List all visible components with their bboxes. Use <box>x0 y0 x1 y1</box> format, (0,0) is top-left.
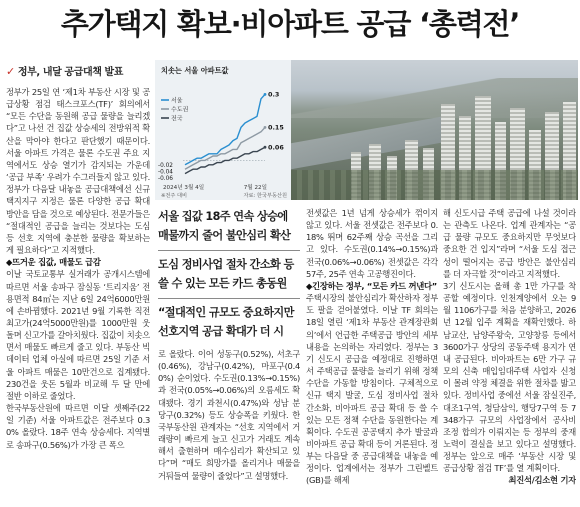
legend-label-2: 전국 <box>171 115 183 123</box>
subhead-2: 도심 정비사업 절차 간소화 등 쓸 수 있는 모든 카드 총동원 <box>158 258 294 290</box>
price-chart-svg <box>155 60 291 200</box>
series-start-label-2: -0.06 <box>158 176 173 182</box>
series-start-label-0: -0.02 <box>158 163 173 169</box>
legend-label-1: 수도권 <box>171 106 189 114</box>
paragraph: 3기 신도시는 올해 총 1만 가구를 착공할 예정이다. 인천계양에서 오는 9월 1106가구를 처음 분양하고, 2026년 12월 입주 계획을 재확인했다. 하남교산, 남양주왕숙, 고양창릉 등에서 3600가구 상당의 공동주택 용지가 연내 공급된다. 비아파트는 6만 가구 규모의 신축 매입임대주택 사업자 신청이 몰려 약정 체결을 위한 절차를 밟고 있다. 정비사업 중에선 서울 잠실진주, 대조1구역, 청담삼익, 행당7구역 등 7348가구 규모의 사업장에서 공사비 조정 합의가 이뤄지는 등 정부의 중재 노력이 결실을 보고 있다고 설명했다. 정부는 앞으로 매주 ‘부동산 시장 및 공급상황 점검 TF’를 열 계획이다. <box>443 280 576 474</box>
section-subhead: ◆긴장하는 정부, “모든 카드 꺼낸다” <box>306 280 437 291</box>
divider <box>158 250 300 251</box>
series-end-point-0 <box>264 93 267 96</box>
paragraph: 전셋값은 1년 넘게 상승세가 꺾이지 않고 있다. 서울 전셋값은 전주보다 0.18% 뛰며 62주째 상승 곡선을 그리고 있다. 수도권(0.14%→0.15%)과 전국(0.06%→0.06%) 전셋값은 각각 57주, 25주 연속 고공행진이다. <box>306 208 438 279</box>
series-line-1 <box>185 127 265 169</box>
series-end-point-1 <box>264 126 267 129</box>
paragraph: 한국부동산원에 따르면 이달 셋째주(22일 기준) 서울 아파트값은 전주보다 0.30% 올랐다. 18주 연속 상승세다. 지역별로 송파구(0.56%)가 가장 큰 폭으 <box>6 403 150 450</box>
x-tick-label-start: 2024년 3월 4일 <box>163 185 205 191</box>
article-column-3 <box>306 207 438 505</box>
chart-legend <box>161 97 189 123</box>
city-aerial-photo <box>291 60 578 200</box>
price-chart <box>155 60 291 200</box>
x-tick-label-end: 7월 22일 <box>243 185 267 191</box>
series-end-label-1: 0.15 <box>268 123 284 132</box>
article-column-4 <box>443 207 576 505</box>
series-start-label-1: -0.04 <box>158 169 173 176</box>
series-end-label-0: 0.3 <box>268 90 280 99</box>
subhead-1: 서울 집값 18주 연속 상승에 매물까지 줄어 불안심리 확산 <box>158 210 291 242</box>
check-icon: ✓ <box>6 65 15 78</box>
chart-note: ※전주 대비 <box>161 193 188 199</box>
byline: 최진석/김소현 기자 <box>508 475 576 486</box>
article-column-1 <box>6 86 150 505</box>
paragraph: 이날 국토교통부 실거래가 공개시스템에 따르면 서울 송파구 잠실동 ‘트리지움’ 전용면적 84㎡는 지난 6일 24억6000만원에 손바뀜했다. 2021년 9월 기록한 직전 최고가(24억5000만원)를 1000만원 웃돌며 신고가를 갈아치웠다. 집값이 치솟으면서 매물도 빠르게 줄고 있다. 부동산 빅데이터 업체 아실에 따르면 25일 기준 서울 아파트 매물은 10만건으로 집계됐다. 230건을 웃돈 5월과 비교해 두 달 만에 절반 이하로 줄었다. <box>6 269 150 401</box>
chart-title: 치솟는 서울 아파트값 <box>161 66 229 75</box>
legend-label-0: 서울 <box>171 97 183 105</box>
section-subhead: ◆뜨거운 집값, 매물도 급감 <box>6 257 101 268</box>
article-column-2 <box>158 348 300 505</box>
paragraph: 주택시장의 불안심리가 확산하자 정부도 팔을 걷어붙였다. 이날 TF 회의는 18일 열린 ‘제1차 부동산 관계장관회의’에서 언급한 주택공급 방안의 세부 내용을 논의하는 자리였다. 정부는 3기 신도시 공급을 예정대로 진행하면서 주택공급 물량을 늘리기 위해 정책 수단을 가동할 방침이다. 구체적으로 신규 택지 발굴, 도심 정비사업 절차 간소화, 비아파트 공급 확대 등 쓸 수 있는 모든 정책 수단을 동원한다는 계획이다. 수도권 공공택지 추가 발굴과 비아파트 공급 확대 등이 거론된다. 정부는 다음달 중 공급대책을 내놓을 예정이다. 업계에서는 정부가 그린벨트(GB)를 해제 <box>306 293 438 486</box>
kicker <box>6 64 152 80</box>
series-end-label-2: 0.06 <box>268 143 284 152</box>
paragraph: 해 신도시급 주택 공급에 나설 것이라는 관측도 나온다. 업계 관계자는 “공급 물량 규모도 중요하지만 무엇보다 중요한 건 입지”라며 “서울 도심 접근성이 떨어지는 공급 방안은 불안심리를 더 자극할 것”이라고 지적했다. <box>443 208 576 279</box>
series-end-point-2 <box>264 146 267 149</box>
headline: 추가택지 확보·비아파트 공급 ‘총력전’ <box>60 7 520 41</box>
divider <box>158 298 300 299</box>
kicker-text: 정부, 내달 공급대책 발표 <box>17 67 124 78</box>
pull-quote: “절대적인 규모도 중요하지만 선호지역 공급 확대가 더 시 <box>158 306 294 338</box>
chart-source: 자료: 한국부동산원 <box>243 193 287 199</box>
paragraph: 정부가 25일 연 ‘제1차 부동산 시장 및 공급상황 점검 태스크포스(TF)’ 회의에서 “모든 수단을 동원해 공급 물량을 늘리겠다”고 나선 건 집값 상승세의 전방위적 확산을 막아야 한다고 판단했기 때문이다. 서울 아파트 가격은 물론 수도권 주요 지역에서도 상승 열기가 감지되는 가운데 ‘공급 부족’ 우려가 수그러들지 않고 있다. 정부가 다음달 내놓을 공급대책에선 신규 택지지구 지정은 물론 다양한 공급 확대 방안을 담을 것으로 예상된다. 전문가들은 “절대적인 공급을 늘리는 것보다는 도심 등 선호 지역에 충분한 물량을 확보하는 게 필요하다”고 지적했다. <box>6 87 150 256</box>
paragraph: 로 올랐다. 이어 성동구(0.52%), 서초구(0.46%), 강남구(0.42%), 마포구(0.40%) 순이었다. 수도권(0.13%→0.15%)과 전국(0.05%→0.06%)의 오름세도 확대됐다. 경기 과천시(0.47%)와 성남 분당구(0.32%) 등도 상승폭을 키웠다. 한국부동산원 관계자는 “선호 지역에서 거래량이 빠르게 늘고 신고가 거래도 계속해서 출현하며 매수심리가 확산되고 있다”며 “매도 희망가를 올리거나 매물을 거둬들여 물량이 줄었다”고 설명했다. <box>158 349 300 481</box>
